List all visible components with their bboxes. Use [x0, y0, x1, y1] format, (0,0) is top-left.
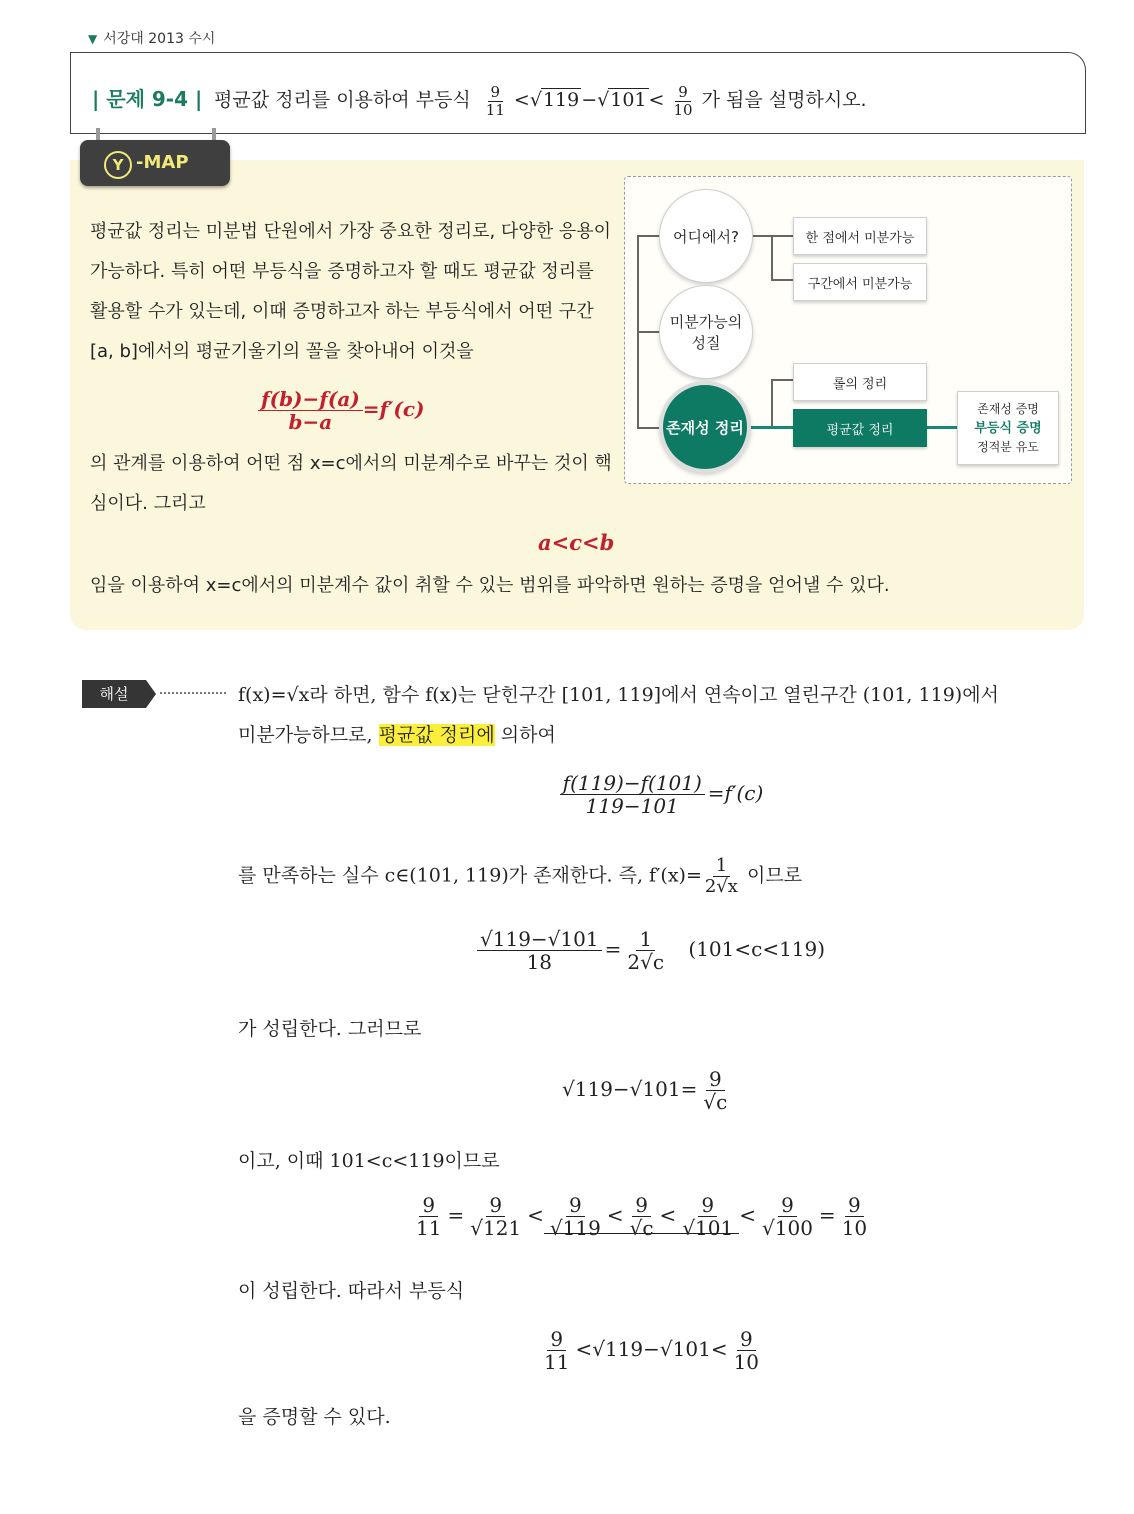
problem-label: | 문제 9-4 |	[92, 87, 203, 111]
box-applications	[957, 391, 1059, 465]
problem-lhs-den: 11	[485, 100, 505, 119]
problem-lhs-num: 9	[488, 84, 504, 102]
app-integral-derivation: 정적분 유도	[977, 439, 1039, 454]
solution-tag-arrow	[146, 680, 156, 708]
eq3-denominator: √c	[703, 1090, 728, 1114]
problem-text-before: 평균값 정리를 이용하여 부등식	[214, 89, 471, 111]
eq4-f6-den: √100	[762, 1216, 813, 1240]
connector-apps	[925, 426, 957, 429]
ymap-formula	[258, 388, 425, 433]
eq4-f1-den: 11	[416, 1216, 442, 1240]
equation-5: $\frac{9}{11}$ <√119−√101< $\frac{9}{10}$	[538, 1328, 765, 1373]
solution-line-7: 을 증명할 수 있다.	[238, 1406, 391, 1428]
eq1-numerator: f(119)−f(101)	[560, 772, 705, 795]
eq2-condition: (101<c<119)	[688, 937, 826, 961]
eq4-f2-den: √121	[470, 1216, 522, 1240]
connector-1	[637, 235, 661, 237]
formula-numerator: f(b)−f(a)	[258, 388, 363, 411]
eq2-rhs-numerator: 1	[636, 928, 655, 951]
solution-line-2-pre: 미분가능하므로,	[238, 724, 373, 746]
ymap-inequality: a<c<b	[538, 530, 615, 555]
node-where: 어디에서?	[659, 189, 753, 283]
eq5-lhs-num: 9	[547, 1328, 566, 1351]
equation-3	[562, 1068, 733, 1113]
eq5-lhs-den: 11	[544, 1350, 570, 1374]
eq4-f2-num: 9	[486, 1194, 505, 1217]
connector-where	[751, 235, 771, 237]
line3-denominator: 2√x	[704, 875, 738, 897]
equation-4: $\frac{9}{11}$ = $\frac{9}{√121}$ < $\frac{9}{√119}$ < $\frac{9}{√c}$ < $\frac{9}{√101}$ < $\frac{9}{√100}$ = $\frac{9}{10}$	[410, 1194, 873, 1239]
solution-line-6: 이 성립한다. 따라서 부등식	[238, 1280, 465, 1302]
solution-line-4: 가 성립한다. 그러므로	[238, 1018, 422, 1040]
connector-exist-v	[771, 379, 773, 427]
ymap-paragraph-3: 임을 이용하여 x=c에서의 미분계수 값이 취할 수 있는 범위를 파악하면 원하는 증명을 얻어낼 수 있다.	[90, 575, 890, 596]
connector-mvt	[751, 426, 793, 429]
eq2-denominator: 18	[526, 950, 553, 974]
eq4-f4-den: √c	[629, 1216, 654, 1240]
formula-rhs: =f′(c)	[362, 397, 425, 421]
eq2-rhs-denominator: 2√c	[627, 950, 665, 974]
problem-rhs-num: 9	[675, 84, 691, 102]
eq4-f1-num: 9	[419, 1194, 438, 1217]
solution-dotted-leader	[160, 692, 226, 694]
solution-line-1: f(x)=√x라 하면, 함수 f(x)는 닫힌구간 [101, 119]에서 연속이고 열린구간 (101, 119)에서	[238, 684, 999, 706]
solution-line-3-post: 이므로	[747, 864, 803, 887]
properties-line-2: 성질	[691, 334, 721, 352]
ymap-logo-icon: Y	[104, 151, 132, 179]
ymap-title: -MAP	[136, 152, 189, 173]
eq4-underlined-part: $\frac{9}{√119}$ < $\frac{9}{√c}$ < $\frac{9}{√101}$	[544, 1203, 739, 1234]
eq4-f3-num: 9	[566, 1194, 585, 1217]
solution-tag: 해설	[82, 680, 146, 708]
connector-where-b	[771, 279, 793, 281]
properties-line-1: 미분가능의	[669, 313, 743, 331]
node-existence: 존재성 정리	[659, 381, 751, 473]
problem-sqrt-a: 119	[542, 89, 580, 111]
highlight-mvt: 평균값 정리에	[378, 724, 495, 746]
solution-line-3	[238, 856, 802, 897]
solution-line-2-post: 의하여	[500, 724, 556, 746]
problem-statement: 평균값 정리를 이용하여 부등식 $\frac{9}{11}$ <√119 −√101 < $\frac{9}{10}$ 가 됨을 설명하시오.	[214, 83, 867, 119]
box-rolle: 롤의 정리	[793, 363, 927, 401]
problem-rhs-den: 10	[673, 100, 693, 119]
solution-line-5: 이고, 이때 101<c<119이므로	[238, 1150, 500, 1172]
eq4-f3-den: √119	[549, 1216, 601, 1240]
equation-1	[0, 772, 1134, 817]
problem-sqrt-b: 101	[610, 89, 647, 111]
eq5-rhs-num: 9	[737, 1328, 756, 1351]
connector-2	[637, 331, 661, 333]
concept-diagram	[624, 176, 1072, 484]
source-text: 서강대 2013 수시	[103, 31, 216, 47]
eq1-rhs: =f′(c)	[707, 781, 764, 805]
eq3-numerator: 9	[706, 1068, 725, 1091]
connector-3	[637, 427, 661, 429]
equation-2: $\frac{√119-√101}{18}$ = $\frac{1}{2√c}$ (101<c<119)	[474, 928, 825, 973]
solution-line-3-pre: 를 만족하는 실수 c∈(101, 119)가 존재한다. 즉, f′(x)=	[238, 864, 702, 887]
formula-denominator: b−a	[288, 410, 333, 434]
node-properties	[659, 285, 753, 379]
line3-numerator: 1	[713, 856, 730, 877]
app-inequality-proof: 부등식 증명	[974, 420, 1042, 436]
ymap-paragraph-1: 평균값 정리는 미분법 단원에서 가장 중요한 정리로, 다양한 응용이 가능하다. 특히 어떤 부등식을 증명하고자 할 때도 평균값 정리를 활용할 수가 있는데, 이때 증명하고자 하는 부등식에서 어떤 구간 [a, b]에서의 평균기울기의 꼴을 찾아내어 이것을	[90, 221, 611, 362]
box-mvt: 평균값 정리	[793, 409, 927, 447]
connector-where-v	[771, 235, 773, 279]
eq4-f7-den: 10	[841, 1216, 868, 1240]
eq3-lhs: √119−√101=	[562, 1077, 698, 1101]
eq1-denominator: 119−101	[585, 794, 679, 818]
ymap-paragraph-2: 의 관계를 이용하여 어떤 점 x=c에서의 미분계수로 바꾸는 것이 핵심이다. 그리고	[90, 453, 612, 514]
eq4-f7-num: 9	[845, 1194, 864, 1217]
app-existence-proof: 존재성 증명	[977, 401, 1039, 416]
box-interval-diff: 구간에서 미분가능	[793, 263, 927, 301]
box-point-diff: 한 점에서 미분가능	[793, 217, 927, 255]
eq4-f4-num: 9	[632, 1194, 651, 1217]
eq5-middle: √119−√101	[592, 1337, 711, 1361]
eq4-f5-num: 9	[698, 1194, 717, 1217]
triangle-icon: ▼	[88, 32, 98, 46]
source-header	[88, 28, 215, 48]
eq2-numerator: √119−√101	[477, 928, 602, 951]
eq4-f5-den: √101	[682, 1216, 734, 1240]
connector-where-a	[771, 235, 793, 237]
eq5-rhs-den: 10	[733, 1350, 760, 1374]
solution-line-2	[238, 720, 556, 747]
connector-rolle	[771, 379, 793, 381]
eq4-f6-num: 9	[778, 1194, 797, 1217]
problem-text-after: 가 됨을 설명하시오.	[701, 89, 867, 111]
